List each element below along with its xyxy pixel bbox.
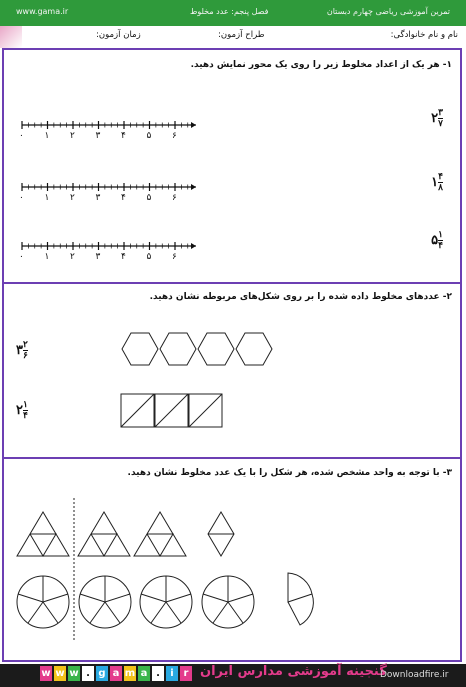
- tick-label: ۲: [70, 193, 75, 203]
- mixed-number: ۵ ۱ ۴: [431, 230, 443, 251]
- tick-label: ۲: [70, 131, 75, 141]
- url-letter: m: [124, 668, 136, 679]
- watermark: Downloadfire.ir: [380, 670, 449, 680]
- designer-label: طراح آزمون:: [218, 30, 265, 40]
- tick-label: ۴: [121, 252, 126, 262]
- hexagon-shape: [160, 333, 196, 365]
- question-3-text: ۳- با توجه به واحد مشخص شده، هر شکل را با یک عدد مخلوط نشان دهید.: [127, 468, 452, 478]
- url-letter: a: [110, 666, 122, 681]
- triangle-shape: [134, 512, 186, 556]
- name-label: نام و نام خانوادگی:: [390, 30, 458, 40]
- hexagon-shape: [236, 333, 272, 365]
- mixed-number: ۲ ۱ ۴: [16, 400, 28, 421]
- circle-sector-shape: [288, 573, 313, 625]
- url-letter: .: [152, 666, 164, 681]
- mixed-number: ۳ ۲ ۶: [16, 340, 28, 361]
- url-letter: g: [96, 666, 108, 681]
- tick-label: ۶: [172, 131, 177, 141]
- tick-label: ۳: [95, 131, 101, 141]
- url-letter: i: [166, 666, 178, 681]
- tick-label: ۴: [121, 193, 126, 203]
- question-2-text: ۲- عددهای مخلوط داده شده را بر روی شکل‌های مربوطه نشان دهید.: [149, 292, 452, 302]
- hexagon-shape: [122, 333, 158, 365]
- tick-label: ۱: [44, 193, 50, 203]
- tick-label: ۳: [95, 193, 101, 203]
- question-1-text: ۱- هر یک از اعداد مخلوط زیر را روی یک محور نمایش دهید.: [190, 60, 452, 70]
- url-letter: w: [69, 668, 79, 679]
- mixed-number: ۲ ۳ ۷: [431, 108, 443, 129]
- time-label: زمان آزمون:: [96, 30, 141, 40]
- url-letter: w: [41, 668, 51, 679]
- tick-label: ۵: [146, 252, 152, 262]
- footer-brand: گنجینه آموزشی مدارس ایران: [200, 664, 387, 679]
- circle-shape: [79, 576, 131, 628]
- tick-label: ۱: [44, 252, 50, 262]
- circle-shape: [140, 576, 192, 628]
- tick-label: ۶: [172, 193, 177, 203]
- footer-url: [40, 666, 192, 682]
- url-letter: a: [138, 666, 150, 681]
- tick-label: ۶: [172, 252, 177, 262]
- hexagon-shape: [198, 333, 234, 365]
- tick-label: ۴: [121, 131, 126, 141]
- tick-label: ۵: [146, 193, 152, 203]
- circle-shape: [17, 576, 69, 628]
- mixed-number: ۱ ۴ ۸: [431, 172, 443, 193]
- tick-label: ۰: [19, 131, 24, 141]
- circle-shape: [202, 576, 254, 628]
- tick-label: ۵: [146, 131, 152, 141]
- rhombus-shape: [208, 512, 234, 556]
- url-letter: .: [82, 666, 94, 681]
- tick-label: ۰: [19, 252, 24, 262]
- url-letter: w: [55, 668, 65, 679]
- chapter-title: فصل پنجم: عدد مخلوط: [190, 7, 269, 16]
- tick-label: ۲: [70, 252, 75, 262]
- site-url: www.gama.ir: [16, 7, 69, 16]
- triangle-shape: [17, 512, 69, 556]
- tick-label: ۱: [44, 131, 50, 141]
- worksheet-title: تمرین آموزشی ریاضی چهارم دبستان: [326, 7, 450, 16]
- tick-label: ۰: [19, 193, 24, 203]
- url-letter: r: [180, 666, 192, 681]
- tick-label: ۳: [95, 252, 101, 262]
- triangle-shape: [78, 512, 130, 556]
